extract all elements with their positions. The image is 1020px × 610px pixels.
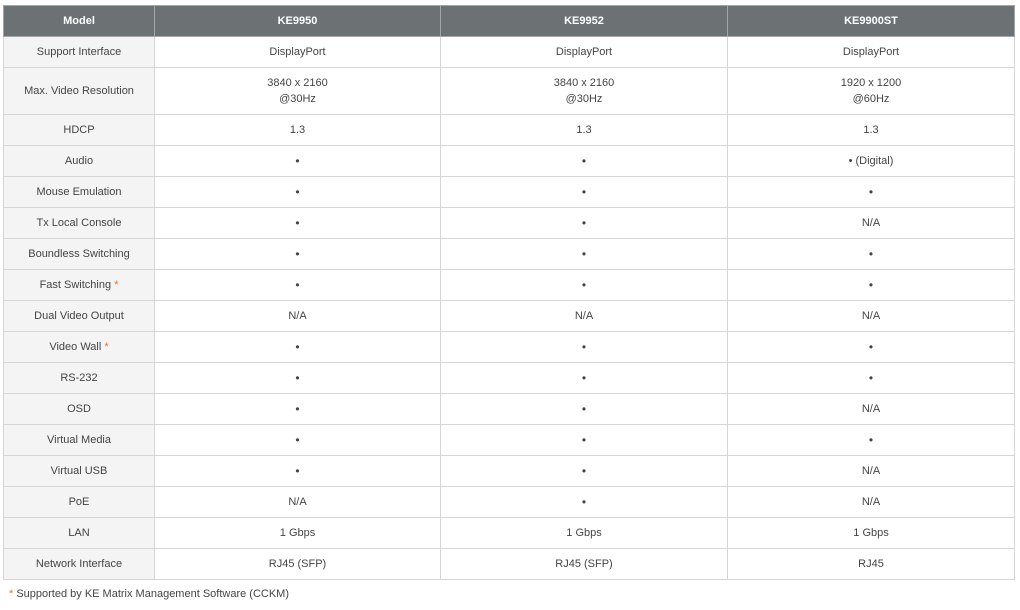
cell-value: N/A (574, 310, 594, 322)
table-cell (155, 363, 441, 394)
bullet-supported: • (295, 153, 300, 168)
footnote-asterisk: * (104, 341, 109, 353)
table-cell (728, 37, 1015, 68)
cell-value: RJ45 (SFP) (268, 558, 327, 570)
row-label-cell (4, 270, 155, 301)
cell-value: DisplayPort (269, 46, 326, 58)
table-cell (441, 177, 728, 208)
cell-value: N/A (288, 310, 307, 322)
row-label-cell (4, 487, 155, 518)
table-row (4, 425, 1015, 456)
row-label-cell (4, 208, 155, 239)
bullet-supported: • (295, 277, 300, 292)
table-cell (728, 363, 1015, 394)
table-cell (441, 549, 728, 580)
row-label: Fast Switching (39, 279, 112, 291)
cell-value: DisplayPort (555, 46, 613, 58)
table-header (4, 6, 1015, 37)
table-cell (155, 208, 441, 239)
spec-table-container (3, 5, 1015, 580)
header-ke9950: KE9950 (155, 6, 441, 37)
table-cell (441, 68, 728, 115)
table-row (4, 487, 1015, 518)
cell-value: DisplayPort (842, 46, 900, 58)
row-label-cell (4, 115, 155, 146)
row-label-cell (4, 332, 155, 363)
row-label-cell (4, 456, 155, 487)
bullet-supported: • (868, 184, 874, 199)
footnote-asterisk: * (114, 279, 119, 291)
table-cell (155, 37, 441, 68)
bullet-supported: • (581, 153, 587, 168)
bullet-supported: • (581, 494, 587, 509)
cell-value: RJ45 (858, 558, 884, 570)
table-cell (441, 456, 728, 487)
header-model: Model (4, 6, 155, 37)
bullet-supported: • (295, 463, 300, 478)
row-label-cell (4, 177, 155, 208)
table-cell (155, 239, 441, 270)
table-cell (728, 332, 1015, 363)
bullet-supported: • (295, 215, 300, 230)
table-cell (728, 146, 1015, 177)
table-cell (728, 549, 1015, 580)
table-body (4, 37, 1015, 580)
spec-comparison-table (3, 5, 1015, 580)
table-cell (155, 487, 441, 518)
table-row (4, 177, 1015, 208)
table-cell (441, 363, 728, 394)
row-label: LAN (68, 527, 90, 539)
table-cell (155, 549, 441, 580)
bullet-supported: • (868, 339, 874, 354)
bullet-supported: • (868, 432, 874, 447)
cell-value: N/A (288, 496, 307, 508)
header-row (4, 6, 1015, 37)
table-cell (441, 518, 728, 549)
table-row (4, 270, 1015, 301)
table-cell (728, 425, 1015, 456)
table-row (4, 115, 1015, 146)
cell-line: @60Hz (852, 93, 890, 105)
table-cell (441, 270, 728, 301)
row-label-cell (4, 146, 155, 177)
cell-line: 3840 x 2160 (267, 77, 328, 89)
table-cell (155, 115, 441, 146)
row-label-cell (4, 363, 155, 394)
row-label: Mouse Emulation (36, 186, 122, 198)
table-row (4, 146, 1015, 177)
bullet-supported: • (295, 432, 300, 447)
bullet-supported: • (868, 246, 874, 261)
table-cell (155, 394, 441, 425)
table-cell (155, 177, 441, 208)
row-label: Video Wall (49, 341, 102, 353)
row-label: OSD (67, 403, 91, 415)
table-row (4, 394, 1015, 425)
table-cell (728, 270, 1015, 301)
table-row (4, 239, 1015, 270)
bullet-supported: • (868, 277, 874, 292)
table-cell (728, 456, 1015, 487)
table-row (4, 68, 1015, 115)
footnote (9, 588, 289, 600)
cell-line: @30Hz (565, 93, 603, 105)
cell-value: 1.3 (576, 124, 592, 136)
bullet-supported: • (581, 184, 587, 199)
row-label: Network Interface (35, 558, 123, 570)
table-row (4, 208, 1015, 239)
row-label-cell (4, 301, 155, 332)
table-row (4, 37, 1015, 68)
row-label: RS-232 (60, 372, 98, 384)
cell-value: N/A (861, 496, 881, 508)
table-cell (728, 487, 1015, 518)
table-cell (441, 37, 728, 68)
row-label: HDCP (63, 124, 95, 136)
bullet-supported: • (581, 370, 587, 385)
row-label: Audio (64, 155, 94, 167)
row-label: Boundless Switching (28, 248, 130, 260)
bullet-supported: • (868, 370, 874, 385)
cell-value: 1 Gbps (566, 527, 602, 539)
table-row (4, 363, 1015, 394)
table-cell (728, 208, 1015, 239)
cell-value: N/A (861, 403, 881, 415)
cell-line: 3840 x 2160 (553, 77, 615, 89)
table-cell (441, 301, 728, 332)
table-cell (441, 146, 728, 177)
cell-value: 1 Gbps (279, 527, 316, 539)
table-cell (441, 487, 728, 518)
table-cell (155, 425, 441, 456)
table-cell (728, 68, 1015, 115)
bullet-supported: • (295, 401, 300, 416)
table-cell (155, 68, 441, 115)
row-label-cell (4, 518, 155, 549)
cell-value: 1 Gbps (853, 527, 889, 539)
table-cell (728, 518, 1015, 549)
table-cell (155, 332, 441, 363)
bullet-supported: • (581, 339, 587, 354)
cell-value: RJ45 (SFP) (555, 558, 613, 570)
bullet-supported: • (581, 432, 587, 447)
row-label-cell (4, 425, 155, 456)
footnote-text: Supported by KE Matrix Management Software (CCKM) (13, 588, 290, 600)
bullet-supported: • (581, 401, 587, 416)
row-label: Max. Video Resolution (24, 85, 134, 97)
table-row (4, 518, 1015, 549)
table-cell (155, 456, 441, 487)
row-label: Dual Video Output (34, 310, 124, 322)
bullet-supported: • (295, 184, 300, 199)
table-cell (441, 425, 728, 456)
row-label: Support Interface (36, 46, 122, 58)
bullet-supported: • (581, 277, 587, 292)
bullet-supported: • (295, 339, 300, 354)
row-label: Virtual USB (50, 465, 108, 477)
bullet-supported: • (581, 463, 587, 478)
row-label-cell (4, 37, 155, 68)
row-label-cell (4, 549, 155, 580)
cell-value: N/A (861, 217, 881, 229)
table-cell (728, 239, 1015, 270)
table-cell (441, 332, 728, 363)
row-label-cell (4, 239, 155, 270)
row-label: Tx Local Console (36, 217, 122, 229)
table-cell (441, 208, 728, 239)
row-label-cell (4, 68, 155, 115)
footnote-asterisk: * (9, 588, 14, 600)
table-cell (155, 146, 441, 177)
cell-value: 1.3 (863, 124, 879, 136)
table-cell (441, 115, 728, 146)
cell-value: N/A (861, 310, 881, 322)
row-label-cell (4, 394, 155, 425)
table-cell (155, 270, 441, 301)
cell-line: 1920 x 1200 (840, 77, 902, 89)
table-cell (728, 115, 1015, 146)
bullet-supported: • (581, 246, 587, 261)
row-label: PoE (68, 496, 90, 508)
bullet-supported: • (581, 215, 587, 230)
cell-line: @30Hz (279, 93, 316, 105)
bullet-supported: • (295, 370, 300, 385)
table-row (4, 332, 1015, 363)
table-row (4, 549, 1015, 580)
table-cell (728, 301, 1015, 332)
table-row (4, 456, 1015, 487)
table-cell (728, 394, 1015, 425)
bullet-supported: • (295, 246, 300, 261)
table-cell (441, 394, 728, 425)
table-row (4, 301, 1015, 332)
table-cell (441, 239, 728, 270)
row-label: Virtual Media (47, 434, 111, 446)
header-ke9900st: KE9900ST (728, 6, 1015, 37)
header-ke9952: KE9952 (441, 6, 728, 37)
cell-value: N/A (861, 465, 881, 477)
table-cell (155, 301, 441, 332)
table-cell (155, 518, 441, 549)
table-cell (728, 177, 1015, 208)
cell-value: • (Digital) (848, 155, 894, 167)
cell-value: 1.3 (289, 124, 306, 136)
